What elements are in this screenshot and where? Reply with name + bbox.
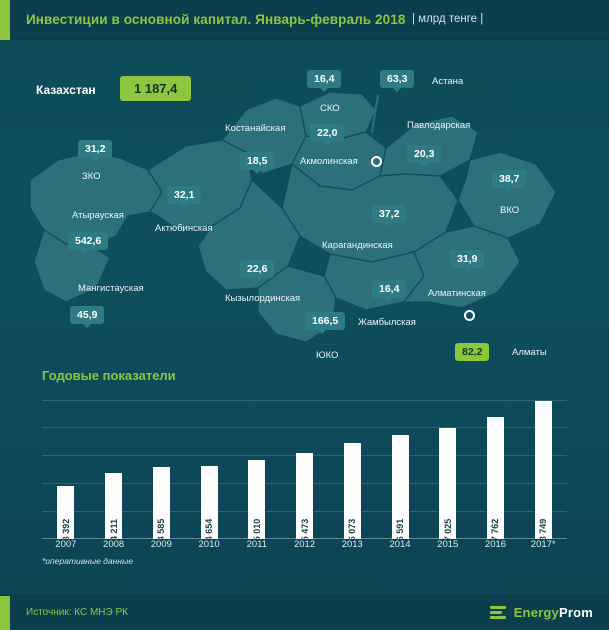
chart-bar <box>153 467 170 542</box>
chart-bar-cell <box>185 394 233 542</box>
city-dot-astana <box>371 156 382 167</box>
value-pavlodar: 20,3 <box>407 145 441 163</box>
value-atyrau: 542,6 <box>68 232 108 250</box>
chart-bar-value: 8 749 <box>538 518 549 542</box>
chart-bars <box>42 394 567 542</box>
region-label-kostanay: Костанайская <box>225 123 286 134</box>
chart-bar-cell <box>42 394 90 542</box>
chart-bar-value: 7 762 <box>490 518 501 542</box>
source-label: Источник: КС МНЭ РК <box>26 607 128 618</box>
value-yuko: 166,5 <box>305 312 345 330</box>
chart-x-tick: 2012 <box>293 539 316 550</box>
chart-bar-value: 4 654 <box>204 518 215 542</box>
logo-text-secondary: Prom <box>558 604 593 620</box>
chart-gridline <box>42 400 567 401</box>
value-zhambyl: 16,4 <box>372 280 406 298</box>
chart-bar-value: 4 211 <box>108 518 119 542</box>
chart-x-tick: 2016 <box>484 539 507 550</box>
value-kyzylorda: 22,6 <box>240 260 274 278</box>
value-vko: 38,7 <box>492 170 526 188</box>
page-title: Инвестиции в основной капитал. Январь-февраль 2018 <box>26 12 406 27</box>
header <box>0 0 609 40</box>
value-astana: 63,3 <box>380 70 414 88</box>
logo-mark-icon <box>490 603 508 621</box>
header-units: | млрд тенге | <box>412 13 484 25</box>
chart-bar-value: 5 010 <box>251 518 262 542</box>
chart-bar <box>344 443 361 542</box>
header-accent-bar <box>0 0 10 40</box>
footer <box>0 595 609 629</box>
region-label-akmola: Акмолинская <box>300 156 358 167</box>
chart-bar <box>248 460 265 542</box>
chart-bar-cell <box>233 394 281 542</box>
chart-x-tick: 2010 <box>198 539 220 550</box>
chart-x-tick: 2014 <box>389 539 411 550</box>
chart-bar <box>535 401 552 542</box>
region-label-almaty-region: Алматинская <box>428 288 486 299</box>
map-container <box>0 40 609 370</box>
chart-x-axis <box>42 539 567 550</box>
value-sko: 16,4 <box>307 70 341 88</box>
region-label-kyzylorda: Кызылординская <box>225 293 301 304</box>
chart-x-tick: 2015 <box>437 539 459 550</box>
country-label: Казахстан <box>36 83 96 97</box>
city-label-astana: Астана <box>432 76 464 87</box>
chart-bar <box>57 486 74 542</box>
annual-indicators-chart <box>0 368 609 573</box>
value-kostanay: 18,5 <box>240 152 274 170</box>
region-label-zhambyl: Жамбылская <box>358 317 416 328</box>
region-label-karaganda: Карагандинская <box>322 240 393 251</box>
chart-bar <box>201 466 218 542</box>
chart-bar-cell <box>424 394 472 542</box>
chart-x-tick: 2009 <box>150 539 172 550</box>
chart-gridline <box>42 511 567 512</box>
chart-bar-cell <box>376 394 424 542</box>
chart-x-tick: 2007 <box>55 539 77 550</box>
region-label-sko: СКО <box>320 103 340 114</box>
chart-gridline <box>42 483 567 484</box>
chart-bar-value: 3 392 <box>60 518 71 542</box>
logo-text-primary: Energy <box>513 604 559 620</box>
chart-bar-value: 7 025 <box>442 518 453 542</box>
city-dot-almaty <box>464 310 475 321</box>
region-label-atyrau: Атырауская <box>72 210 124 221</box>
chart-bar-cell <box>328 394 376 542</box>
chart-x-tick: 2013 <box>341 539 363 550</box>
country-value: 1 187,4 <box>120 76 191 101</box>
value-akmola: 22,0 <box>310 124 344 142</box>
region-label-zko: ЗКО <box>82 171 101 182</box>
chart-footnote: *оперативные данные <box>42 556 133 566</box>
chart-gridline <box>42 455 567 456</box>
chart-x-tick: 2017* <box>530 539 556 550</box>
chart-bar-cell <box>472 394 520 542</box>
value-zko: 31,2 <box>78 140 112 158</box>
chart-title: Годовые показатели <box>42 368 176 383</box>
logo-text <box>514 605 593 620</box>
chart-plot-area <box>42 394 567 542</box>
region-label-pavlodar: Павлодарская <box>407 120 471 131</box>
footer-accent-bar <box>0 596 10 630</box>
chart-gridline <box>42 427 567 428</box>
region-label-vko: ВКО <box>500 205 520 216</box>
chart-bar <box>392 435 409 542</box>
chart-bar <box>296 453 313 542</box>
chart-bar-value: 6 073 <box>347 518 358 542</box>
region-label-yuko: ЮКО <box>316 350 339 361</box>
chart-bar-cell <box>519 394 567 542</box>
chart-bar <box>487 417 504 542</box>
city-label-almaty: Алматы <box>512 347 547 358</box>
chart-bar-cell <box>90 394 138 542</box>
chart-x-tick: 2011 <box>246 539 268 550</box>
chart-bar-value: 4 585 <box>156 518 167 542</box>
chart-bar-value: 5 473 <box>299 518 310 542</box>
chart-bar-cell <box>281 394 329 542</box>
chart-bar-cell <box>137 394 185 542</box>
region-label-mangystau: Мангистауская <box>78 283 144 294</box>
chart-x-tick: 2008 <box>103 539 125 550</box>
energyprom-logo <box>490 603 593 621</box>
value-aktobe: 32,1 <box>167 186 201 204</box>
value-karaganda: 37,2 <box>372 205 406 223</box>
value-almaty-city: 82,2 <box>455 343 489 361</box>
value-almaty-region: 31,9 <box>450 250 484 268</box>
value-mangystau: 45,9 <box>70 306 104 324</box>
chart-bar-value: 6 591 <box>395 518 405 542</box>
region-label-aktobe: Актюбинская <box>155 223 213 234</box>
